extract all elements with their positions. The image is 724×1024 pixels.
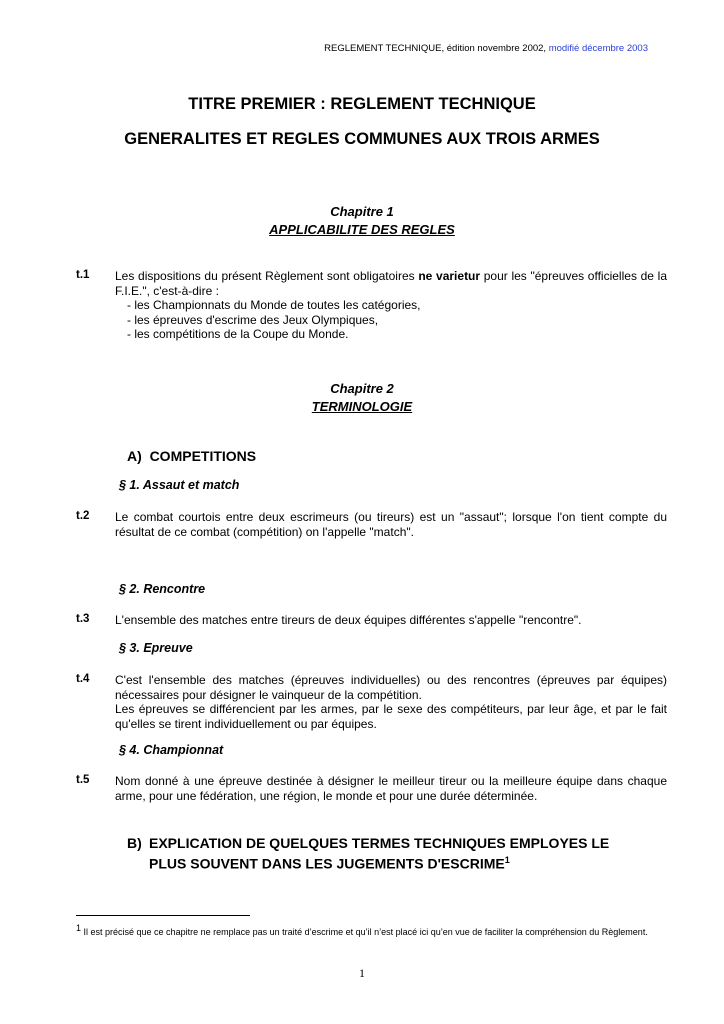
paragraph-1-heading: § 1. Assaut et match [119,478,240,492]
document-subtitle: GENERALITES ET REGLES COMMUNES AUX TROIS ARMES [124,130,600,148]
article-t3-text: L'ensemble des matches entre tireurs de deux équipes différentes s'appelle "rencontre". [115,613,582,627]
paragraph-2-heading: § 2. Rencontre [119,582,206,596]
paragraph-4-heading: § 4. Championnat [119,743,224,757]
header-text: REGLEMENT TECHNIQUE, édition novembre 2002, [324,43,549,54]
section-b-title-line2: PLUS SOUVENT DANS LES JUGEMENTS D'ESCRIME [149,855,505,872]
chapter-2-heading [0,380,724,416]
section-a-heading [127,448,256,464]
footnote-text: Il est précisé que ce chapitre ne remplace pas un traité d’escrime et qu’il n’est placé ici qu’en vue de faciliter la compréhension du Règlement. [81,927,648,937]
chapter-1-label: Chapitre 1 [330,204,394,219]
t1-intro: Les dispositions du présent Règlement sont obligatoires [115,269,419,283]
chapter-2-title: TERMINOLOGIE [311,399,413,414]
chapter-2-label: Chapitre 2 [330,381,394,396]
chapter-1-title: APPLICABILITE DES REGLES [269,222,455,237]
section-a-title: COMPETITIONS [149,448,257,464]
t4-paragraph-2: Les épreuves se différencient par les armes, par le sexe des compétiteurs, par leur âge, et par le fait qu'elles se tirent individuellement ou par équipes. [115,702,667,731]
article-t1-text [115,269,667,342]
section-b-title-line1: EXPLICATION DE QUELQUES TERMES TECHNIQUES EMPLOYES LE [149,835,610,851]
t1-intro-end: pour les "épreuves officielles de la F.I.E.", c'est-à-dire : [115,269,668,298]
list-item: - les Championnats du Monde de toutes les catégories, [127,298,421,313]
article-t4-label: t.4 [76,673,90,685]
section-a-prefix: A) [127,448,142,464]
footnote-number: 1 [76,923,82,933]
footnote [76,922,667,939]
article-t5-text: Nom donné à une épreuve destinée à désigner le meilleur tireur ou la meilleure équipe dans chaque arme, pour une fédération, une région, le monde et pour une durée déterminée. [115,774,667,803]
article-t3-label: t.3 [76,613,90,625]
article-t2-text: Le combat courtois entre deux escrimeurs (ou tireurs) est un "assaut"; lorsque l'on tient compte du résultat de ce combat (compétition) on l'appelle "match". [115,510,667,539]
article-t4-text [115,673,667,731]
running-header [324,43,648,54]
header-modified-text: modifié décembre 2003 [548,43,648,54]
footnote-reference: 1 [504,855,510,865]
list-item: - les épreuves d'escrime des Jeux Olympiques, [127,312,379,327]
document-title: TITRE PREMIER : REGLEMENT TECHNIQUE [188,95,536,113]
footnote-separator [76,915,250,916]
article-t5-label: t.5 [76,774,90,786]
list-item: - les compétitions de la Coupe du Monde. [127,327,349,342]
article-t2-label: t.2 [76,510,90,522]
t4-paragraph-1: C'est l'ensemble des matches (épreuves individuelles) ou des rencontres (épreuves par équipes) nécessaires pour désigner le vainqueur de la compétition. [115,673,667,702]
chapter-1-heading [0,203,724,239]
t1-intro-bold: ne varietur [418,269,481,283]
article-t1-label: t.1 [76,269,90,281]
paragraph-3-heading: § 3. Epreuve [119,641,193,655]
section-b-heading [127,835,667,873]
section-b-prefix: B) [127,835,142,851]
page-number: 1 [359,966,365,980]
